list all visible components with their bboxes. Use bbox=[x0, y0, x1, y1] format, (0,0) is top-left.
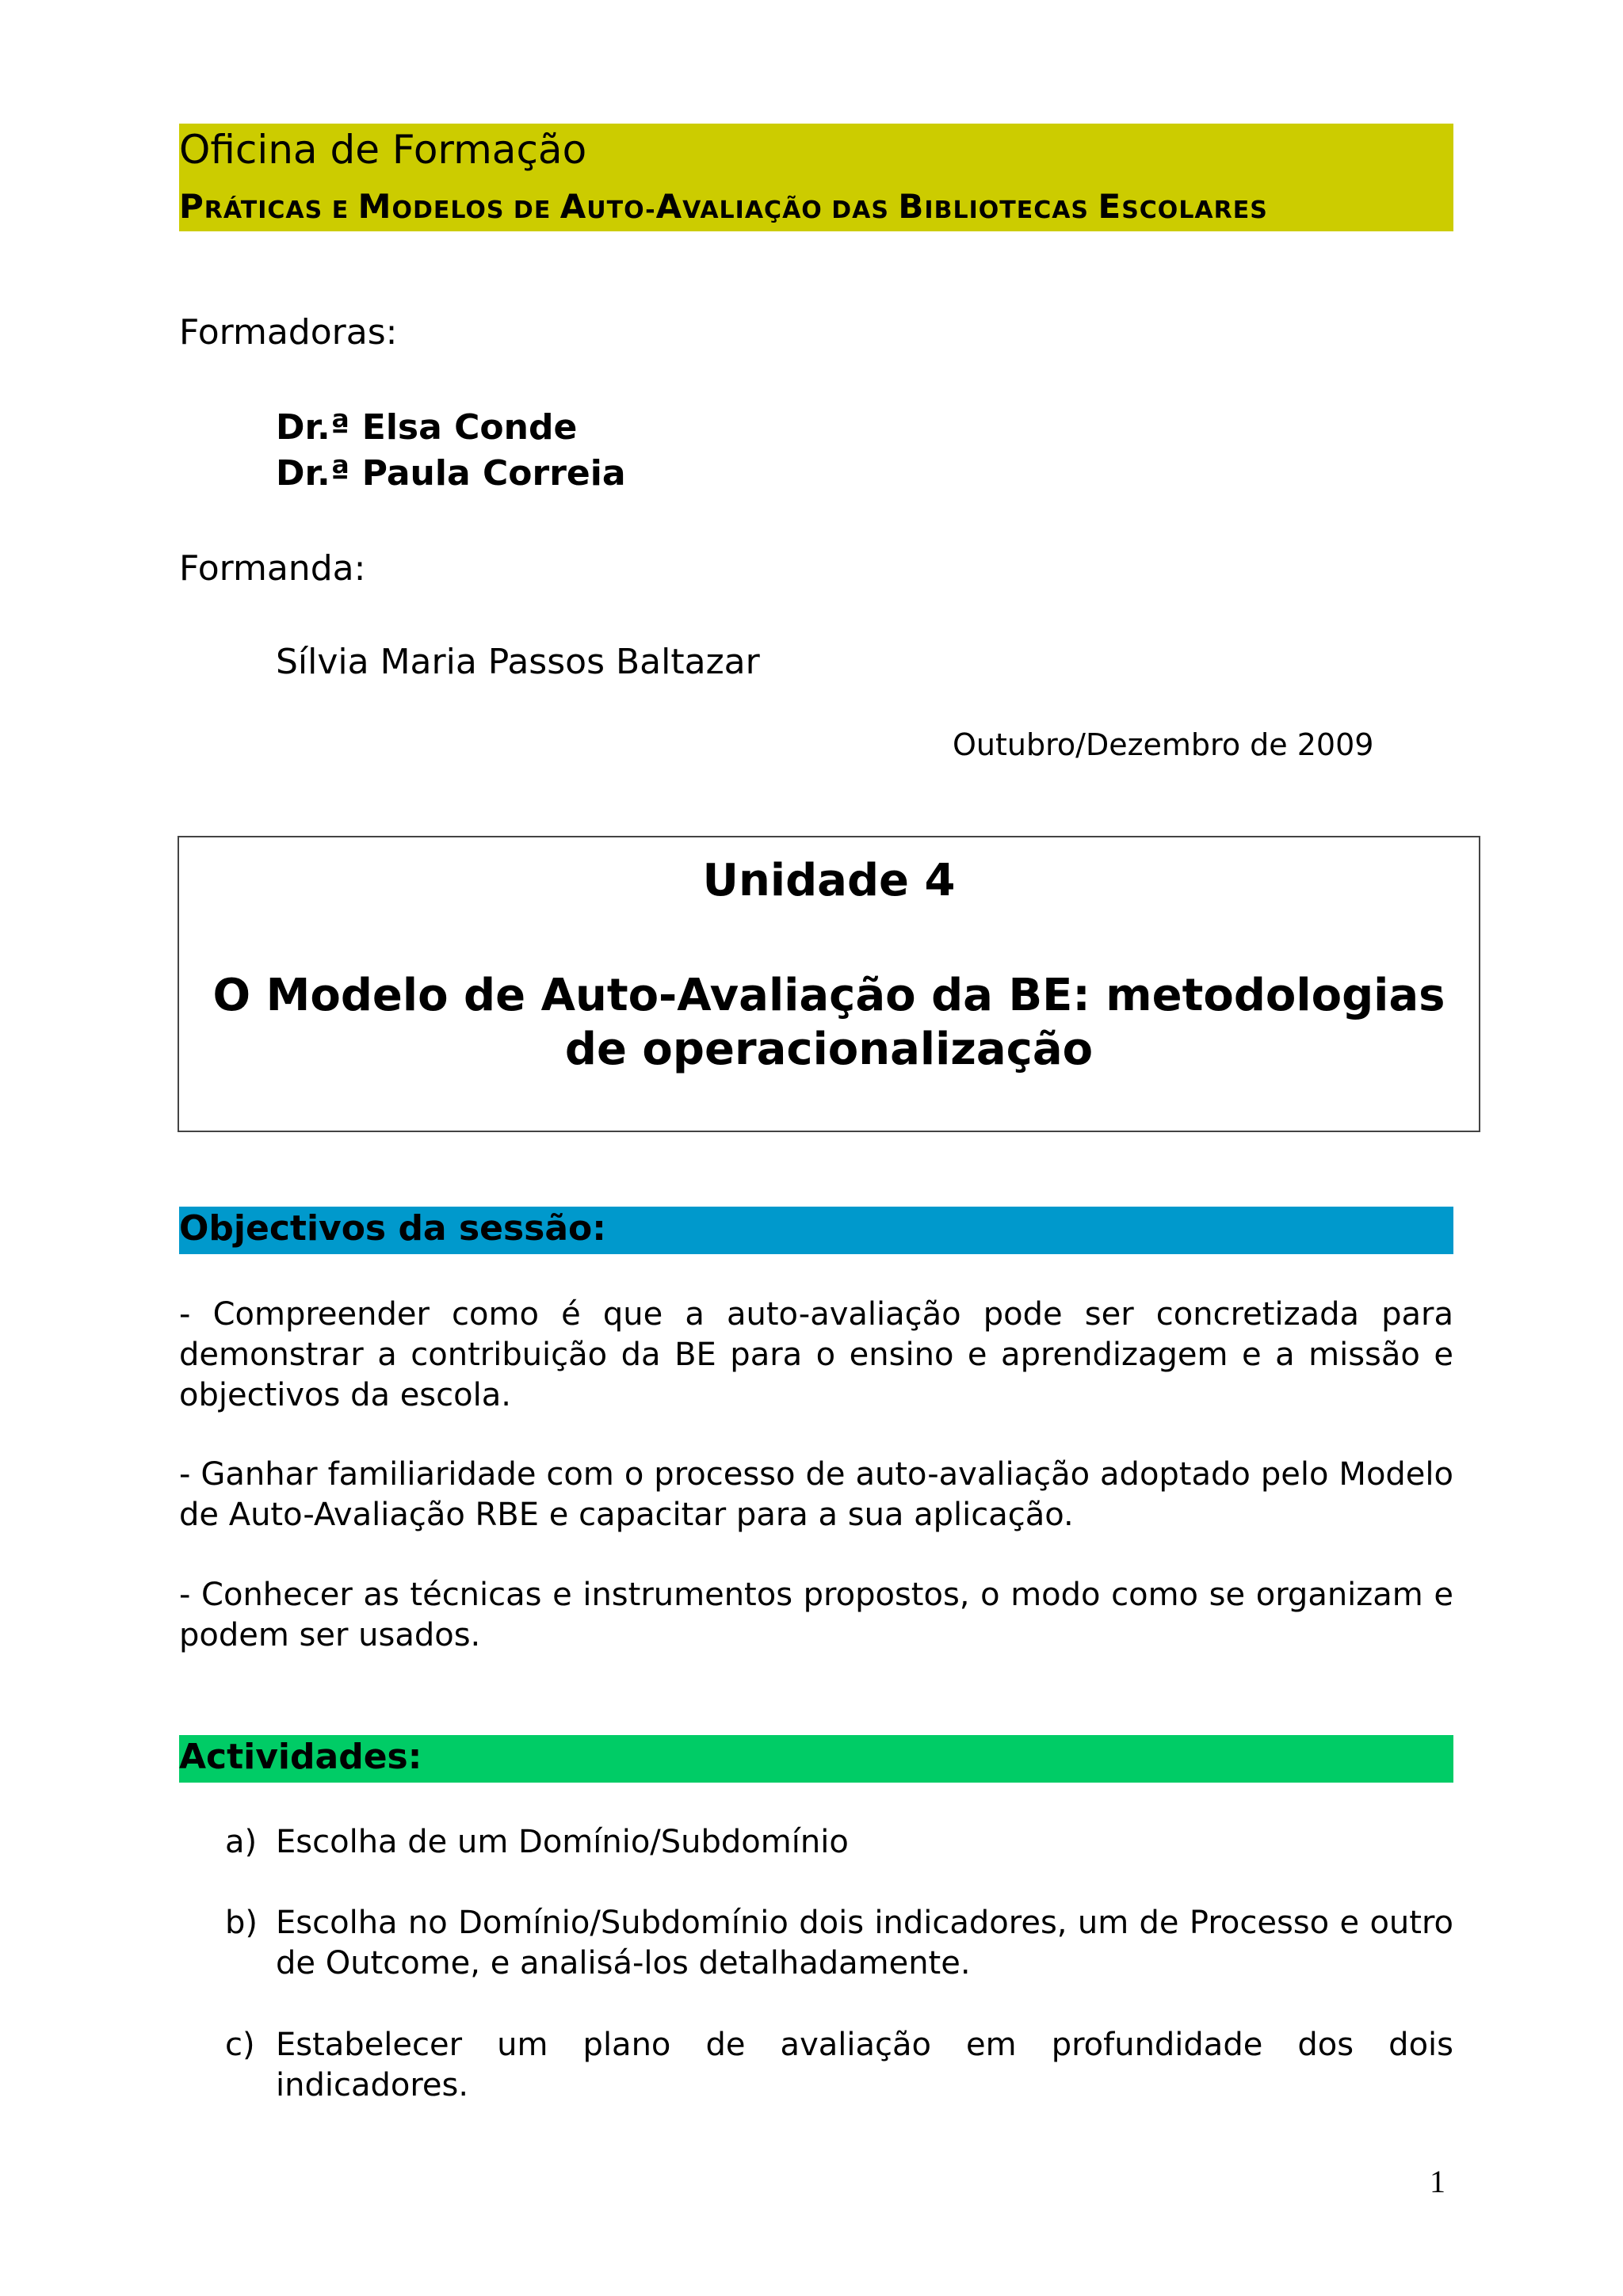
subtitle-part: MODELOS DE bbox=[357, 187, 560, 226]
course-subtitle bbox=[179, 187, 1268, 226]
subtitle-part: AUTO- bbox=[559, 187, 656, 226]
trainer-name: Dr.ª Paula Correia bbox=[276, 453, 626, 494]
activity-text: Estabelecer um plano de avaliação em profundidade dos dois indicadores. bbox=[276, 2027, 1453, 2103]
activities-heading: Actividades: bbox=[179, 1737, 422, 1777]
activities-heading-bar bbox=[179, 1735, 1453, 1783]
objective-item: - Ganhar familiaridade com o processo de auto-avaliação adoptado pelo Modelo de Auto-Avaliação RBE e capacitar para a sua aplicação. bbox=[179, 1456, 1453, 1533]
objective-item: - Conhecer as técnicas e instrumentos propostos, o modo como se organizam e podem ser usados. bbox=[179, 1577, 1453, 1653]
trainers-label: Formadoras: bbox=[179, 312, 398, 353]
subtitle-part: ESCOLARES bbox=[1098, 187, 1268, 226]
objective-item: - Compreender como é que a auto-avaliação pode ser concretizada para demonstrar a contribuição da BE para o ensino e aprendizagem e a missão e objectivos da escola. bbox=[179, 1296, 1453, 1413]
course-title: Oficina de Formação bbox=[179, 127, 587, 173]
objectives-heading: Objectivos da sessão: bbox=[179, 1208, 606, 1249]
activity-marker: c) bbox=[225, 2027, 255, 2063]
activity-marker: b) bbox=[225, 1905, 258, 1941]
activity-text: Escolha no Domínio/Subdomínio dois indicadores, um de Processo e outro de Outcome, e analisá-los detalhadamente. bbox=[276, 1905, 1453, 1981]
subtitle-part: AVALIAÇÃO DAS bbox=[655, 187, 899, 226]
trainee-name: Sílvia Maria Passos Baltazar bbox=[276, 642, 760, 682]
activity-text: Escolha de um Domínio/Subdomínio bbox=[276, 1824, 849, 1860]
trainer-name: Dr.ª Elsa Conde bbox=[276, 407, 578, 448]
header-band bbox=[179, 124, 1453, 231]
unit-title: Unidade 4 bbox=[702, 855, 956, 906]
subtitle-part: PRÁTICAS E bbox=[179, 187, 358, 226]
activity-marker: a) bbox=[225, 1824, 258, 1860]
objectives-heading-bar bbox=[179, 1207, 1453, 1254]
page-number: 1 bbox=[1430, 2164, 1445, 2199]
unit-subtitle: O Modelo de Auto-Avaliação da BE: metodologias de operacionalização bbox=[212, 970, 1445, 1075]
subtitle-part: BIBLIOTECAS bbox=[898, 187, 1098, 226]
trainee-label: Formanda: bbox=[179, 548, 366, 589]
unit-box bbox=[178, 836, 1480, 1132]
date-range: Outubro/Dezembro de 2009 bbox=[953, 727, 1374, 762]
